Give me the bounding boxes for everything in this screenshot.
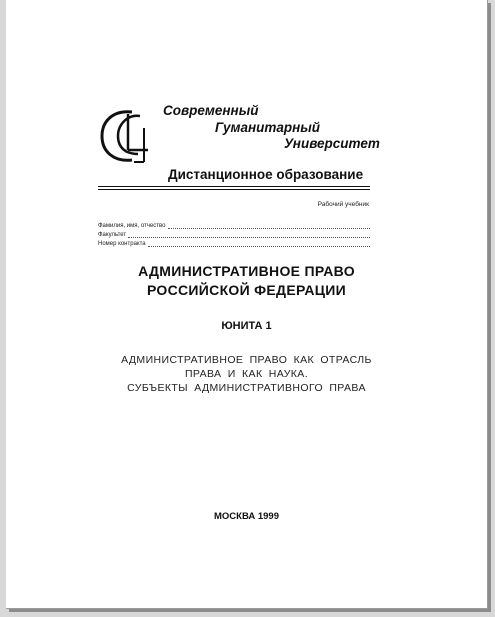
subtitle-line-2: ПРАВА И КАК НАУКА. [184,368,309,380]
faculty-field-line [128,231,370,238]
university-name-line-1: Современный [163,103,259,118]
contract-field-line [148,240,370,247]
contract-field [98,238,370,247]
document-title-line-2: РОССИЙСКОЙ ФЕДЕРАЦИИ [146,282,347,298]
place-year-footer: МОСКВА 1999 [214,511,279,522]
document-title-line-1: АДМИНИСТРАТИВНОЕ ПРАВО [138,263,355,279]
contract-field-label: Номер контракта [98,241,146,247]
distance-education-label: Дистанционное образование [168,167,364,182]
subtitle-line-1: АДМИНИСТРАТИВНОЕ ПРАВО КАК ОТРАСЛЬ [121,354,372,366]
name-field-line [168,222,371,229]
name-field [98,220,370,229]
header-rule-top [98,186,370,187]
name-field-label: Фамилия, имя, отчество [98,223,166,229]
workbook-label: Рабочий учебник [317,201,369,208]
university-name-line-2: Гуманитарный [215,120,321,135]
header-rule-bottom [98,189,370,190]
document-page [6,0,488,609]
faculty-field-label: Факультет [98,232,127,238]
university-name-line-3: Университет [284,136,380,151]
faculty-field [98,229,370,238]
university-logo-icon [98,106,158,168]
subtitle-line-3: СУБЪЕКТЫ АДМИНИСТРАТИВНОГО ПРАВА [127,382,366,394]
unit-label: ЮНИТА 1 [221,320,272,332]
